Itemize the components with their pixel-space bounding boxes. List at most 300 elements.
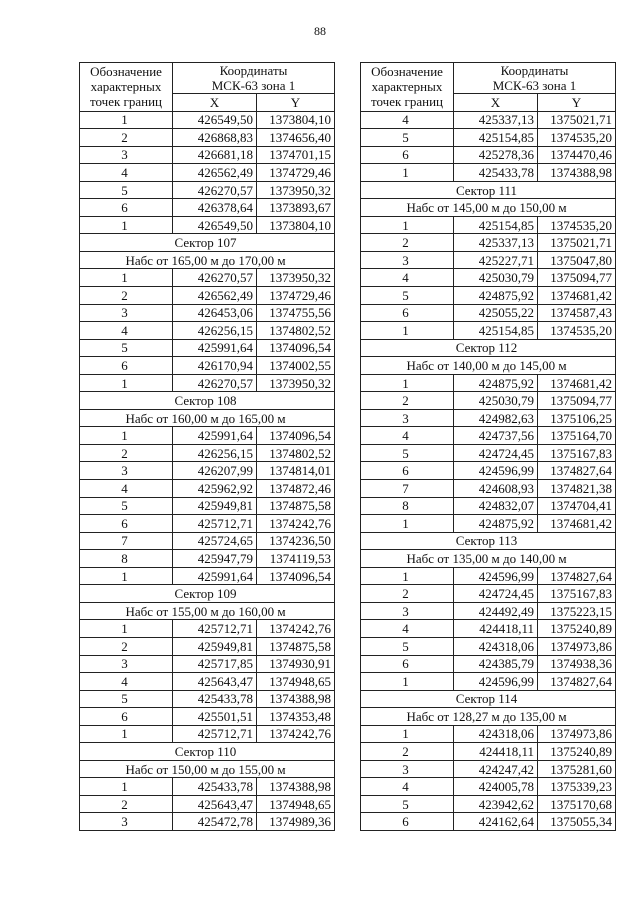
- point-number: 1: [80, 216, 173, 234]
- y-coordinate: 1374704,41: [538, 497, 616, 515]
- y-coordinate: 1374755,56: [257, 304, 335, 322]
- table-row: [80, 339, 335, 357]
- y-coordinate: 1374827,64: [538, 567, 616, 585]
- column-header-points-line: характерных: [371, 79, 443, 95]
- x-coordinate: 425433,78: [173, 778, 257, 796]
- x-coordinate: 426270,57: [173, 269, 257, 287]
- table-row: [80, 515, 335, 533]
- x-coordinate: 424608,93: [454, 480, 538, 498]
- x-coordinate: 424596,99: [454, 462, 538, 480]
- point-number: 3: [361, 602, 454, 620]
- table-row: [80, 427, 335, 445]
- x-coordinate: 423942,62: [454, 795, 538, 813]
- y-coordinate: 1375167,83: [538, 585, 616, 603]
- point-number: 1: [361, 673, 454, 691]
- x-coordinate: 425712,71: [173, 515, 257, 533]
- table-row: [80, 637, 335, 655]
- section-row: [361, 532, 616, 550]
- column-header-coordinates: [173, 63, 335, 94]
- point-number: 6: [361, 655, 454, 673]
- point-number: 4: [80, 164, 173, 182]
- table-row: [80, 813, 335, 831]
- point-number: 2: [361, 585, 454, 603]
- column-header-points-line: характерных: [90, 79, 162, 95]
- y-coordinate: 1374002,55: [257, 357, 335, 375]
- y-coordinate: 1375021,71: [538, 234, 616, 252]
- y-coordinate: 1374242,76: [257, 620, 335, 638]
- point-number: 1: [361, 374, 454, 392]
- table-row: [361, 234, 616, 252]
- table-row: [80, 129, 335, 147]
- point-number: 4: [361, 778, 454, 796]
- table-row: [361, 655, 616, 673]
- table-row: [80, 216, 335, 234]
- column-header-points-line: Обозначение: [90, 64, 162, 80]
- x-coordinate: 426207,99: [173, 462, 257, 480]
- point-number: 4: [80, 673, 173, 691]
- x-coordinate: 425947,79: [173, 550, 257, 568]
- y-coordinate: 1374948,65: [257, 673, 335, 691]
- y-coordinate: 1374388,98: [257, 690, 335, 708]
- x-coordinate: 425030,79: [454, 269, 538, 287]
- x-coordinate: 426256,15: [173, 444, 257, 462]
- table-row: [361, 304, 616, 322]
- x-coordinate: 425433,78: [454, 164, 538, 182]
- section-row: [361, 181, 616, 199]
- point-number: 2: [361, 392, 454, 410]
- y-coordinate: 1375339,23: [538, 778, 616, 796]
- coordinates-table-left: [79, 62, 335, 831]
- table-row: [80, 322, 335, 340]
- y-coordinate: 1375167,83: [538, 444, 616, 462]
- point-number: 1: [80, 374, 173, 392]
- table-row: [361, 497, 616, 515]
- table-row: [361, 760, 616, 778]
- table-row: [80, 146, 335, 164]
- point-number: 6: [361, 813, 454, 831]
- table-row: [361, 111, 616, 129]
- x-coordinate: 425712,71: [173, 620, 257, 638]
- x-coordinate: 424418,11: [454, 743, 538, 761]
- table-row: [80, 304, 335, 322]
- column-header-coordinates-line: Координаты: [500, 63, 569, 78]
- y-coordinate: 1374388,98: [257, 778, 335, 796]
- table-row: [80, 778, 335, 796]
- x-coordinate: 426549,50: [173, 216, 257, 234]
- x-coordinate: 425337,13: [454, 111, 538, 129]
- table-row: [361, 673, 616, 691]
- section-row: [80, 409, 335, 427]
- table-row: [80, 181, 335, 199]
- point-number: 1: [80, 620, 173, 638]
- table-row: [361, 725, 616, 743]
- point-number: 4: [361, 269, 454, 287]
- point-number: 1: [361, 322, 454, 340]
- y-coordinate: 1374096,54: [257, 567, 335, 585]
- column-header-points-line: точек границ: [370, 94, 444, 110]
- y-coordinate: 1374119,53: [257, 550, 335, 568]
- table-row: [80, 550, 335, 568]
- y-coordinate: 1375281,60: [538, 760, 616, 778]
- table-row: [361, 374, 616, 392]
- y-coordinate: 1374875,58: [257, 497, 335, 515]
- x-coordinate: 424737,56: [454, 427, 538, 445]
- x-coordinate: 425472,78: [173, 813, 257, 831]
- table-row: [361, 620, 616, 638]
- x-coordinate: 424318,06: [454, 725, 538, 743]
- table-row: [80, 567, 335, 585]
- y-coordinate: 1374681,42: [538, 374, 616, 392]
- section-label: Набс от 155,00 м до 160,00 м: [80, 602, 335, 620]
- column-header-x: X: [454, 94, 538, 112]
- y-coordinate: 1374681,42: [538, 287, 616, 305]
- x-coordinate: 424162,64: [454, 813, 538, 831]
- y-coordinate: 1374242,76: [257, 725, 335, 743]
- point-number: 5: [361, 637, 454, 655]
- y-coordinate: 1375094,77: [538, 392, 616, 410]
- x-coordinate: 425227,71: [454, 251, 538, 269]
- x-coordinate: 424005,78: [454, 778, 538, 796]
- column-header-points-line: Обозначение: [371, 64, 443, 80]
- section-label: Набс от 160,00 м до 165,00 м: [80, 409, 335, 427]
- y-coordinate: 1374814,01: [257, 462, 335, 480]
- x-coordinate: 425991,64: [173, 339, 257, 357]
- table-row: [361, 146, 616, 164]
- point-number: 1: [80, 111, 173, 129]
- y-coordinate: 1374875,58: [257, 637, 335, 655]
- table-row: [80, 287, 335, 305]
- x-coordinate: 425154,85: [454, 322, 538, 340]
- point-number: 3: [80, 813, 173, 831]
- table-row: [361, 129, 616, 147]
- y-coordinate: 1374242,76: [257, 515, 335, 533]
- point-number: 6: [361, 462, 454, 480]
- table-row: [80, 655, 335, 673]
- section-row: [361, 199, 616, 217]
- section-label: Сектор 109: [80, 585, 335, 603]
- y-coordinate: 1374729,46: [257, 164, 335, 182]
- y-coordinate: 1374096,54: [257, 427, 335, 445]
- column-header-x: X: [173, 94, 257, 112]
- x-coordinate: 425643,47: [173, 673, 257, 691]
- x-coordinate: 426270,57: [173, 181, 257, 199]
- x-coordinate: 426256,15: [173, 322, 257, 340]
- x-coordinate: 424596,99: [454, 673, 538, 691]
- point-number: 5: [361, 444, 454, 462]
- point-number: 1: [361, 216, 454, 234]
- y-coordinate: 1374096,54: [257, 339, 335, 357]
- point-number: 4: [361, 111, 454, 129]
- y-coordinate: 1374930,91: [257, 655, 335, 673]
- point-number: 6: [80, 708, 173, 726]
- table-row: [361, 743, 616, 761]
- column-header-points-line: точек границ: [89, 94, 163, 110]
- y-coordinate: 1373804,10: [257, 111, 335, 129]
- y-coordinate: 1373893,67: [257, 199, 335, 217]
- y-coordinate: 1375240,89: [538, 620, 616, 638]
- page-number: 88: [314, 24, 326, 38]
- point-number: 4: [80, 322, 173, 340]
- section-label: Набс от 135,00 м до 140,00 м: [361, 550, 616, 568]
- table-row: [361, 813, 616, 831]
- x-coordinate: 425154,85: [454, 216, 538, 234]
- point-number: 1: [361, 515, 454, 533]
- section-label: Сектор 111: [361, 181, 616, 199]
- x-coordinate: 425501,51: [173, 708, 257, 726]
- point-number: 2: [80, 444, 173, 462]
- y-coordinate: 1374802,52: [257, 322, 335, 340]
- point-number: 5: [80, 690, 173, 708]
- x-coordinate: 424875,92: [454, 374, 538, 392]
- point-number: 6: [361, 304, 454, 322]
- y-coordinate: 1375106,25: [538, 409, 616, 427]
- point-number: 4: [80, 480, 173, 498]
- section-label: Набс от 165,00 м до 170,00 м: [80, 251, 335, 269]
- point-number: 4: [361, 620, 454, 638]
- point-number: 5: [80, 497, 173, 515]
- point-number: 8: [80, 550, 173, 568]
- point-number: 5: [361, 287, 454, 305]
- section-row: [80, 602, 335, 620]
- point-number: 2: [80, 287, 173, 305]
- x-coordinate: 424418,11: [454, 620, 538, 638]
- point-number: 3: [80, 304, 173, 322]
- section-row: [361, 708, 616, 726]
- table-row: [361, 409, 616, 427]
- x-coordinate: 426562,49: [173, 164, 257, 182]
- table-row: [361, 287, 616, 305]
- coordinates-table-right: [360, 62, 616, 831]
- y-coordinate: 1373804,10: [257, 216, 335, 234]
- table-row: [361, 251, 616, 269]
- table-row: [80, 708, 335, 726]
- table-row: [361, 480, 616, 498]
- column-header-coordinates: [454, 63, 616, 94]
- point-number: 3: [361, 251, 454, 269]
- point-number: 4: [361, 427, 454, 445]
- x-coordinate: 425643,47: [173, 795, 257, 813]
- x-coordinate: 425962,92: [173, 480, 257, 498]
- x-coordinate: 425991,64: [173, 427, 257, 445]
- y-coordinate: 1374827,64: [538, 462, 616, 480]
- table-row: [361, 778, 616, 796]
- point-number: 8: [361, 497, 454, 515]
- section-row: [80, 251, 335, 269]
- table-row: [361, 585, 616, 603]
- point-number: 2: [361, 234, 454, 252]
- x-coordinate: 425724,65: [173, 532, 257, 550]
- point-number: 2: [80, 129, 173, 147]
- point-number: 5: [361, 795, 454, 813]
- y-coordinate: 1375094,77: [538, 269, 616, 287]
- point-number: 6: [80, 515, 173, 533]
- table-row: [80, 462, 335, 480]
- section-row: [80, 743, 335, 761]
- y-coordinate: 1374802,52: [257, 444, 335, 462]
- section-row: [80, 392, 335, 410]
- y-coordinate: 1374729,46: [257, 287, 335, 305]
- column-header-y: Y: [257, 94, 335, 112]
- y-coordinate: 1374656,40: [257, 129, 335, 147]
- x-coordinate: 424875,92: [454, 515, 538, 533]
- table-row: [361, 322, 616, 340]
- table-row: [80, 357, 335, 375]
- section-row: [80, 585, 335, 603]
- section-row: [80, 234, 335, 252]
- table-row: [361, 567, 616, 585]
- x-coordinate: 426170,94: [173, 357, 257, 375]
- x-coordinate: 424875,92: [454, 287, 538, 305]
- point-number: 3: [80, 655, 173, 673]
- table-row: [361, 427, 616, 445]
- table-row: [80, 111, 335, 129]
- y-coordinate: 1374989,36: [257, 813, 335, 831]
- x-coordinate: 424982,63: [454, 409, 538, 427]
- x-coordinate: 424596,99: [454, 567, 538, 585]
- section-row: [80, 760, 335, 778]
- point-number: 5: [80, 181, 173, 199]
- x-coordinate: 425712,71: [173, 725, 257, 743]
- point-number: 1: [80, 778, 173, 796]
- table-row: [80, 269, 335, 287]
- y-coordinate: 1374236,50: [257, 532, 335, 550]
- y-coordinate: 1374827,64: [538, 673, 616, 691]
- y-coordinate: 1374681,42: [538, 515, 616, 533]
- table-row: [361, 164, 616, 182]
- x-coordinate: 426868,83: [173, 129, 257, 147]
- point-number: 2: [80, 795, 173, 813]
- point-number: 5: [361, 129, 454, 147]
- section-label: Сектор 112: [361, 339, 616, 357]
- point-number: 7: [80, 532, 173, 550]
- point-number: 1: [80, 269, 173, 287]
- x-coordinate: 426378,64: [173, 199, 257, 217]
- point-number: 1: [80, 725, 173, 743]
- y-coordinate: 1375240,89: [538, 743, 616, 761]
- table-row: [80, 725, 335, 743]
- y-coordinate: 1374973,86: [538, 725, 616, 743]
- x-coordinate: 424724,45: [454, 444, 538, 462]
- section-row: [361, 550, 616, 568]
- section-label: Сектор 110: [80, 743, 335, 761]
- point-number: 3: [80, 146, 173, 164]
- point-number: 1: [361, 567, 454, 585]
- x-coordinate: 425433,78: [173, 690, 257, 708]
- y-coordinate: 1373950,32: [257, 374, 335, 392]
- point-number: 6: [80, 357, 173, 375]
- x-coordinate: 425030,79: [454, 392, 538, 410]
- x-coordinate: 425337,13: [454, 234, 538, 252]
- y-coordinate: 1374701,15: [257, 146, 335, 164]
- table-row: [361, 444, 616, 462]
- x-coordinate: 425154,85: [454, 129, 538, 147]
- table-row: [80, 199, 335, 217]
- table-row: [80, 164, 335, 182]
- table-row: [80, 444, 335, 462]
- x-coordinate: 425278,36: [454, 146, 538, 164]
- point-number: 1: [361, 164, 454, 182]
- y-coordinate: 1375055,34: [538, 813, 616, 831]
- x-coordinate: 425949,81: [173, 497, 257, 515]
- table-row: [80, 532, 335, 550]
- y-coordinate: 1374353,48: [257, 708, 335, 726]
- y-coordinate: 1374388,98: [538, 164, 616, 182]
- x-coordinate: 425717,85: [173, 655, 257, 673]
- point-number: 2: [361, 743, 454, 761]
- table-row: [80, 795, 335, 813]
- point-number: 6: [361, 146, 454, 164]
- y-coordinate: 1375047,80: [538, 251, 616, 269]
- x-coordinate: 424247,42: [454, 760, 538, 778]
- table-row: [361, 392, 616, 410]
- section-label: Набс от 145,00 м до 150,00 м: [361, 199, 616, 217]
- point-number: 3: [80, 462, 173, 480]
- section-label: Сектор 108: [80, 392, 335, 410]
- section-label: Сектор 113: [361, 532, 616, 550]
- y-coordinate: 1373950,32: [257, 269, 335, 287]
- x-coordinate: 426549,50: [173, 111, 257, 129]
- section-row: [361, 339, 616, 357]
- section-label: Набс от 140,00 м до 145,00 м: [361, 357, 616, 375]
- point-number: 3: [361, 760, 454, 778]
- table-row: [361, 602, 616, 620]
- x-coordinate: 424318,06: [454, 637, 538, 655]
- point-number: 1: [80, 427, 173, 445]
- y-coordinate: 1375170,68: [538, 795, 616, 813]
- y-coordinate: 1375223,15: [538, 602, 616, 620]
- y-coordinate: 1374587,43: [538, 304, 616, 322]
- table-row: [80, 690, 335, 708]
- table-row: [361, 515, 616, 533]
- x-coordinate: 425991,64: [173, 567, 257, 585]
- point-number: 6: [80, 199, 173, 217]
- point-number: 2: [80, 637, 173, 655]
- column-header-coordinates-line: Координаты: [219, 63, 288, 78]
- column-header-y: Y: [538, 94, 616, 112]
- section-label: Набс от 150,00 м до 155,00 м: [80, 760, 335, 778]
- section-label: Набс от 128,27 м до 135,00 м: [361, 708, 616, 726]
- y-coordinate: 1374535,20: [538, 216, 616, 234]
- y-coordinate: 1373950,32: [257, 181, 335, 199]
- y-coordinate: 1375021,71: [538, 111, 616, 129]
- table-row: [80, 374, 335, 392]
- column-header-points: [80, 63, 173, 112]
- section-row: [361, 357, 616, 375]
- x-coordinate: 424724,45: [454, 585, 538, 603]
- table-row: [361, 462, 616, 480]
- y-coordinate: 1374948,65: [257, 795, 335, 813]
- y-coordinate: 1374535,20: [538, 322, 616, 340]
- column-header-points: [361, 63, 454, 112]
- table-row: [80, 480, 335, 498]
- table-row: [361, 795, 616, 813]
- table-row: [80, 620, 335, 638]
- section-row: [361, 690, 616, 708]
- column-header-coordinates-line: МСК-63 зона 1: [492, 78, 577, 93]
- x-coordinate: 426270,57: [173, 374, 257, 392]
- point-number: 1: [361, 725, 454, 743]
- x-coordinate: 424492,49: [454, 602, 538, 620]
- y-coordinate: 1375164,70: [538, 427, 616, 445]
- point-number: 7: [361, 480, 454, 498]
- table-row: [80, 673, 335, 691]
- section-label: Сектор 114: [361, 690, 616, 708]
- table-row: [80, 497, 335, 515]
- point-number: 1: [80, 567, 173, 585]
- y-coordinate: 1374938,36: [538, 655, 616, 673]
- y-coordinate: 1374973,86: [538, 637, 616, 655]
- y-coordinate: 1374872,46: [257, 480, 335, 498]
